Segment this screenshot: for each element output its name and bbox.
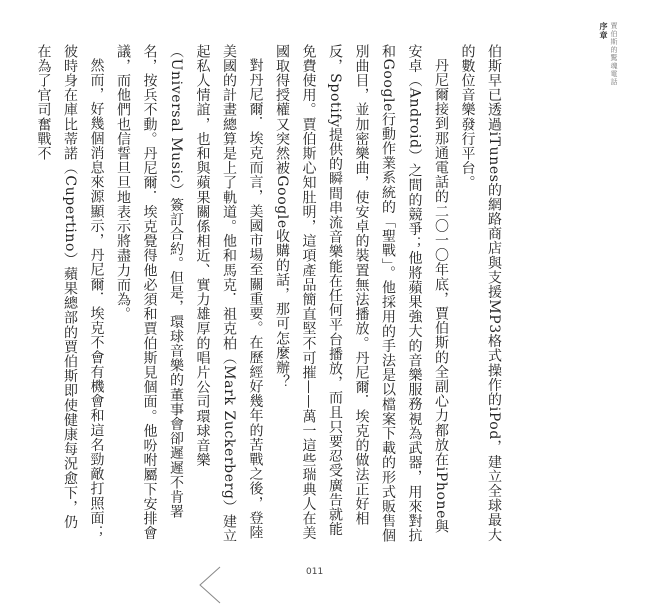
running-header — [595, 22, 637, 132]
chevron-left-icon — [196, 565, 226, 605]
chapter-title: 賈伯斯的驚魂電話 — [610, 22, 618, 86]
chapter-label: 序章 — [599, 22, 608, 40]
page-number: 011 — [306, 567, 324, 577]
paragraph-2: 丹尼爾接到那通電話的二〇一〇年底，賈伯斯的全副心力都放在iPhone與安卓（Android）之間的競爭；他將蘋果強大的音樂服務視為武器，用來對抗和Google行動作業系統的「聖戰」。他採用的手法是以檔案下載的形式販售個別曲目，並加密樂曲，使安卓的裝置無法播放。丹尼爾．埃克的做法正好相反，Spotify提供的瞬間串流音樂能在任何平台播放，而且只要忍受廣告就能免費使用。賈伯斯心知肚明，這項產品簡直堅不可摧——萬一這些瑞典人在美國取得授權又突然被Google收購的話，那可怎麼辦？ — [274, 44, 449, 543]
body-text — [30, 44, 507, 544]
paragraph-4: 然而，好幾個消息來源顯示，丹尼爾．埃克不會有機會和這名勁敵打照面；彼時身在庫比蒂諾（Cupertino）蘋果總部的賈伯斯即使健康每況愈下，仍在為了官司奮戰不 — [35, 44, 105, 540]
paragraph-3: 對丹尼爾．埃克而言，美國市場至關重要。在歷經好幾年的苦戰之後，登陸美國的計畫總算是上了軌道。他和馬克．祖克柏（Mark Zuckerberg）建立起私人情誼，也和與蘋果關係相近、實力雄厚的唱片公司環球音樂（Universal Music）簽訂合約。但是，環球音樂的董事會卻遲遲不肯署名，按兵不動。丹尼爾．埃克覺得他必須和賈伯斯見個面。他吩咐屬下安排會議，而他們也信誓旦旦地表示將盡力而為。 — [115, 44, 264, 544]
paragraph-1: 伯斯早已透過iTunes的網路商店與支援MP3格式操作的iPod，建立全球最大的數位音樂發行平台。 — [459, 44, 502, 543]
